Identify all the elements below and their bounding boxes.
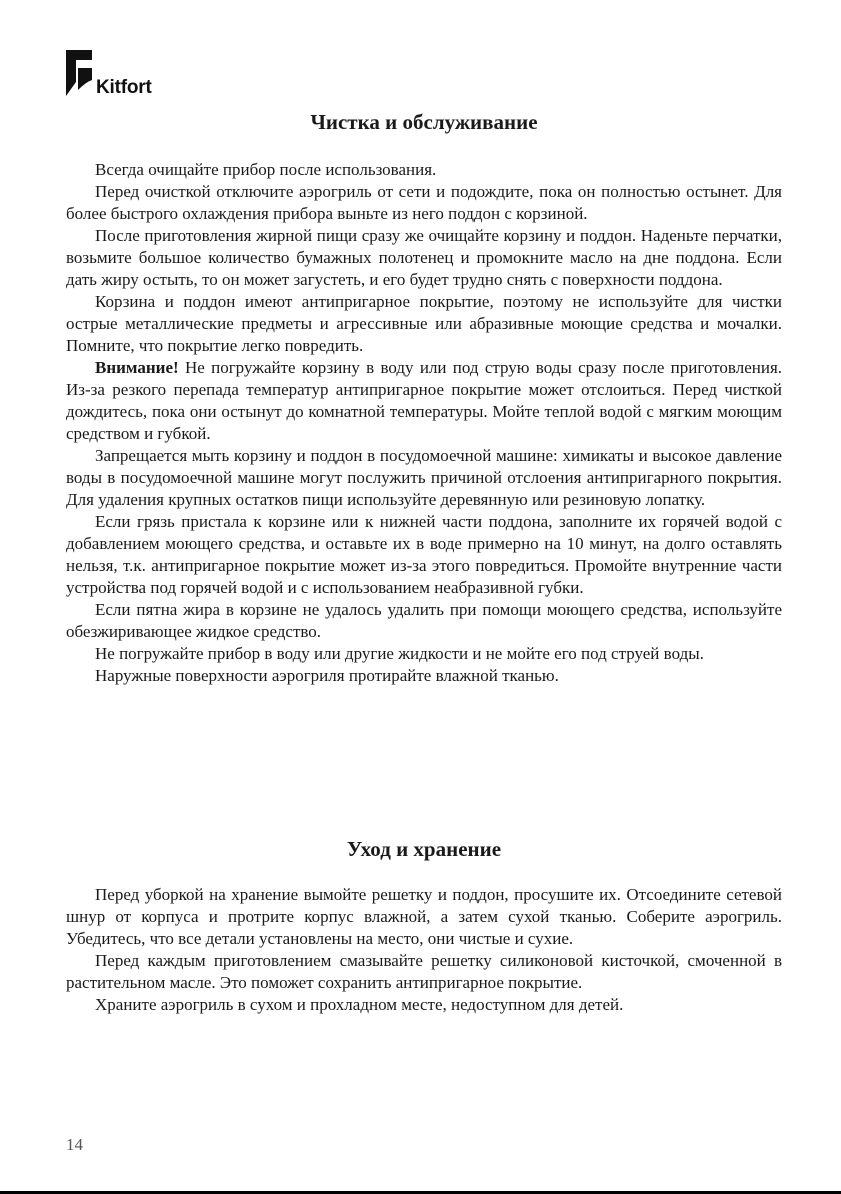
cleaning-section <box>66 110 782 135</box>
warning-text: Не погружайте корзину в воду или под струю воды сразу после приготовления. Из-за резкого перепада температур антипригарное покрытие может отслоиться. Перед чисткой дождитесь, пока они остынут до комнатной температуры. Мойте теплой водой с мягким моющим средством и губкой. <box>66 358 783 443</box>
cleaning-paragraph: Корзина и поддон имеют антипригарное покрытие, поэтому не используйте для чистки острые металлические предметы и агрессивные или абразивные моющие средства и мочалки. Помните, что покрытие легко повредить. <box>66 292 782 355</box>
brand-logo <box>66 50 176 98</box>
storage-section <box>66 837 782 862</box>
cleaning-paragraph: Перед очисткой отключите аэрогриль от сети и подождите, пока он полностью остынет. Для более быстрого охлаждения прибора выньте из него поддон с корзиной. <box>66 182 782 223</box>
cleaning-paragraph: После приготовления жирной пищи сразу же очищайте корзину и поддон. Наденьте перчатки, возьмите большое количество бумажных полотенец и промокните масло на дне поддона. Если дать жиру остыть, то он может загустеть, и его будет трудно снять с поверхности поддона. <box>66 226 782 289</box>
cleaning-warning-paragraph <box>66 357 782 445</box>
warning-label: Внимание! <box>95 358 179 377</box>
storage-paragraph: Храните аэрогриль в сухом и прохладном месте, недоступном для детей. <box>95 995 624 1014</box>
brand-name: Kitfort <box>96 77 152 98</box>
storage-paragraph: Перед уборкой на хранение вымойте решетку и поддон, просушите их. Отсоедините сетевой шнур от корпуса и протрите корпус влажной, а затем сухой тканью. Соберите аэрогриль. Убедитесь, что все детали установлены на место, они чистые и сухие. <box>66 885 782 948</box>
page-number: 14 <box>66 1135 83 1154</box>
storage-title: Уход и хранение <box>346 837 502 861</box>
storage-paragraph: Перед каждым приготовлением смазывайте решетку силиконовой кисточкой, смоченной в растительном масле. Это поможет сохранить антипригарное покрытие. <box>66 951 782 992</box>
cleaning-paragraph: Если пятна жира в корзине не удалось удалить при помощи моющего средства, используйте обезжиривающее жидкое средство. <box>66 600 782 641</box>
cleaning-paragraph: Запрещается мыть корзину и поддон в посудомоечной машине: химикаты и высокое давление воды в посудомоечной машине могут послужить причиной отслоения антипригарного покрытия. Для удаления крупных остатков пищи используйте деревянную или резиновую лопатку. <box>66 446 782 509</box>
cleaning-paragraph: Наружные поверхности аэрогриля протирайте влажной тканью. <box>95 666 559 685</box>
kitfort-logo-icon <box>66 50 92 96</box>
cleaning-paragraph: Не погружайте прибор в воду или другие жидкости и не мойте его под струей воды. <box>95 644 704 663</box>
storage-body <box>66 884 782 1016</box>
cleaning-paragraph: Если грязь пристала к корзине или к нижней части поддона, заполните их горячей водой с добавлением моющего средства, и оставьте их в воде примерно на 10 минут, на долго оставлять нельзя, т.к. антипригарное покрытие может из-за этого повредиться. Промойте внутренние части устройства под горячей водой и с использованием неабразивной губки. <box>66 512 782 597</box>
cleaning-title: Чистка и обслуживание <box>310 110 538 134</box>
cleaning-paragraph: Всегда очищайте прибор после использования. <box>95 160 437 179</box>
cleaning-body <box>66 159 782 687</box>
